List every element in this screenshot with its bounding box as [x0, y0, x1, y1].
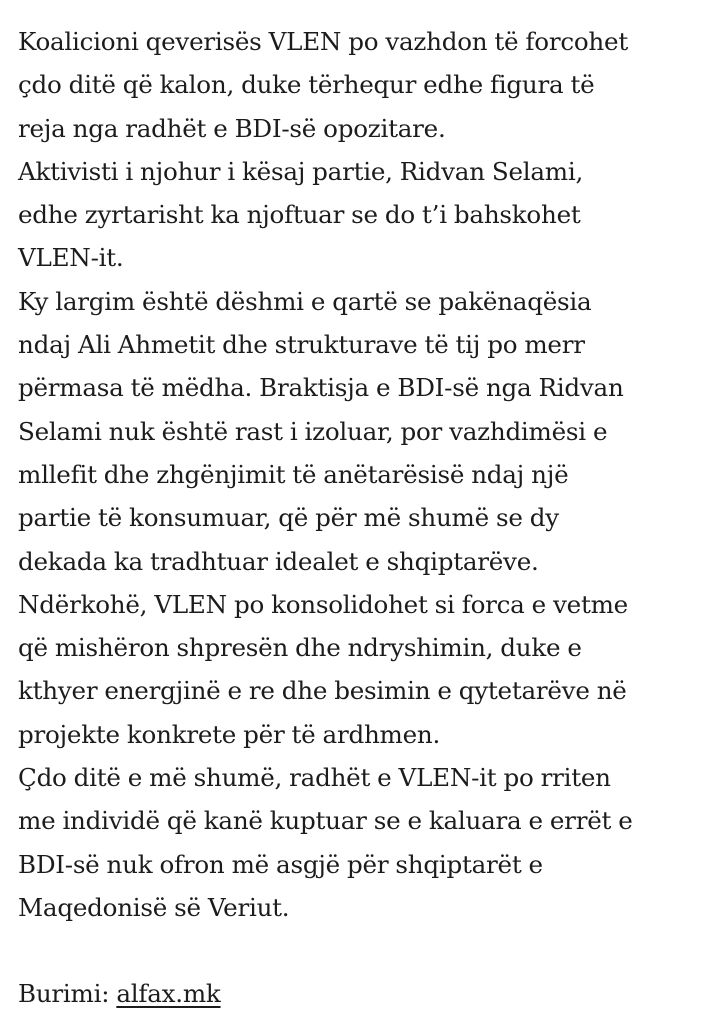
paragraph-1	[18, 20, 692, 150]
text-line: Ndërkohë, VLEN po konsolidohet si forca e vetme	[18, 589, 628, 619]
text-line: Selami nuk është rast i izoluar, por vazhdimësi e	[18, 416, 608, 446]
text-line: projekte konkrete për të ardhmen.	[18, 719, 441, 749]
text-line: dekada ka tradhtuar idealet e shqiptarëve.	[18, 546, 539, 576]
text-line: partie të konsumuar, që për më shumë se dy	[18, 503, 559, 533]
source-link[interactable]: alfax.mk	[116, 979, 221, 1009]
text-line: Aktivisti i njohur i kësaj partie, Ridvan Selami,	[18, 156, 584, 186]
text-line: Ky largim është dëshmi e qartë se pakënaqësia	[18, 286, 592, 316]
paragraph-2	[18, 150, 692, 280]
text-line: ndaj Ali Ahmetit dhe strukturave të tij po merr	[18, 330, 585, 360]
paragraph-5	[18, 756, 692, 929]
text-line: mllefit dhe zhgënjimit të anëtarësisë ndaj një	[18, 459, 569, 489]
text-line: përmasa të mëdha. Braktisja e BDI-së nga Ridvan	[18, 373, 624, 403]
text-line: BDI-së nuk ofron më asgjë për shqiptarët e	[18, 849, 543, 879]
paragraph-3	[18, 280, 692, 583]
source-line	[18, 972, 692, 1015]
text-line: me individë që kanë kuptuar se e kaluara e errët e	[18, 806, 633, 836]
text-line: reja nga radhët e BDI-së opozitare.	[18, 113, 446, 143]
text-line: Çdo ditë e më shumë, radhët e VLEN-it po rriten	[18, 763, 611, 793]
text-line: Koalicioni qeverisës VLEN po vazhdon të forcohet	[18, 27, 628, 56]
text-line: që mishëron shpresën dhe ndryshimin, duke e	[18, 633, 582, 663]
source-label: Burimi:	[18, 979, 110, 1009]
text-line: çdo ditë që kalon, duke tërhequr edhe figura të	[18, 70, 595, 100]
text-line: Maqedonisë së Veriut.	[18, 892, 290, 922]
text-line: edhe zyrtarisht ka njoftuar se do t’i bahskohet	[18, 200, 581, 230]
text-line: VLEN-it.	[18, 243, 124, 273]
text-line: kthyer energjinë e re dhe besimin e qytetarëve në	[18, 676, 627, 706]
article-body	[18, 20, 692, 1016]
paragraph-4	[18, 583, 692, 756]
